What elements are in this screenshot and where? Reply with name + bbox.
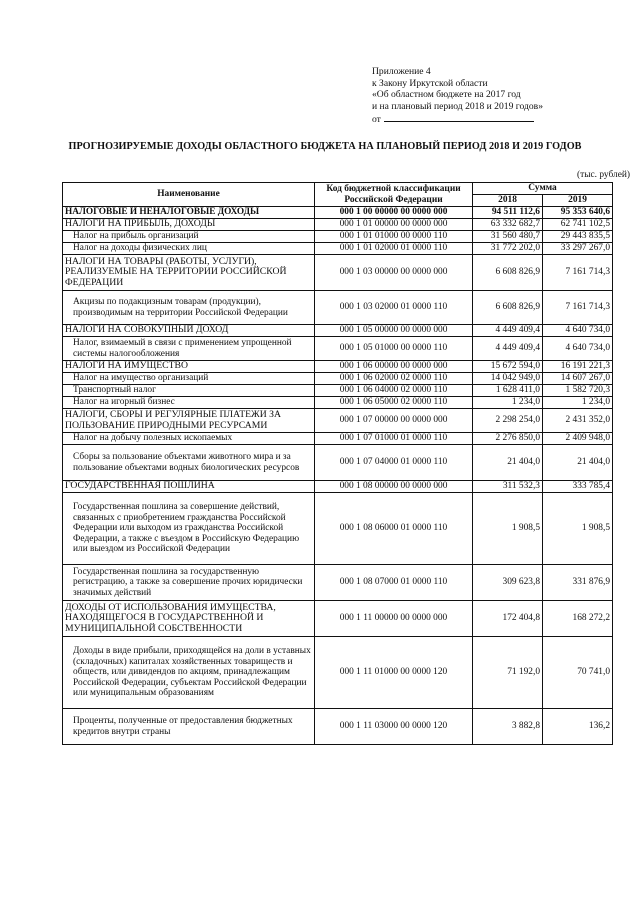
- appendix-block: [372, 66, 632, 126]
- table-row: [63, 397, 613, 409]
- cell-2018: 1 908,5: [473, 493, 543, 565]
- cell-2018: 311 532,3: [473, 481, 543, 493]
- cell-2019: 333 785,4: [543, 481, 613, 493]
- table-row: [63, 481, 613, 493]
- cell-name: НАЛОГИ НА ТОВАРЫ (РАБОТЫ, УСЛУГИ), РЕАЛИЗУЕМЫЕ НА ТЕРРИТОРИИ РОССИЙСКОЙ ФЕДЕРАЦИИ: [63, 255, 315, 291]
- table-row: [63, 637, 613, 709]
- cell-2018: 4 449 409,4: [473, 337, 543, 361]
- revenue-table: [62, 182, 613, 745]
- table-row: [63, 243, 613, 255]
- cell-2019: 136,2: [543, 709, 613, 745]
- cell-name: Налог на имущество организаций: [63, 373, 315, 385]
- cell-2018: 2 276 850,0: [473, 433, 543, 445]
- cell-name: Государственная пошлина за совершение действий, связанных с приобретением гражданства Российской Федерации или выходом из гражданства Российской Федерации, а также с въездом в Российскую Федерацию или выездом из Российской Федерации: [63, 493, 315, 565]
- cell-name: Налог, взимаемый в связи с применением упрощенной системы налогообложения: [63, 337, 315, 361]
- cell-2018: 71 192,0: [473, 637, 543, 709]
- appendix-line-4: и на плановый период 2018 и 2019 годов»: [372, 100, 543, 112]
- header-code: Код бюджетной классификации Российской Федерации: [315, 183, 473, 207]
- cell-2018: 63 332 682,7: [473, 219, 543, 231]
- cell-name: ГОСУДАРСТВЕННАЯ ПОШЛИНА: [63, 481, 315, 493]
- cell-2019: 21 404,0: [543, 445, 613, 481]
- cell-code: 000 1 11 01000 00 0000 120: [315, 637, 473, 709]
- cell-2019: 95 353 640,6: [543, 207, 613, 219]
- cell-2018: 6 608 826,9: [473, 255, 543, 291]
- cell-2019: 2 431 352,0: [543, 409, 613, 433]
- cell-2019: 62 741 102,5: [543, 219, 613, 231]
- cell-code: 000 1 07 04000 01 0000 110: [315, 445, 473, 481]
- cell-name: НАЛОГИ НА СОВОКУПНЫЙ ДОХОД: [63, 325, 315, 337]
- header-sum: Сумма: [473, 183, 613, 195]
- cell-name: НАЛОГИ, СБОРЫ И РЕГУЛЯРНЫЕ ПЛАТЕЖИ ЗА ПОЛЬЗОВАНИЕ ПРИРОДНЫМИ РЕСУРСАМИ: [63, 409, 315, 433]
- cell-2019: 7 161 714,3: [543, 291, 613, 325]
- cell-code: 000 1 06 02000 02 0000 110: [315, 373, 473, 385]
- table-row: [63, 601, 613, 637]
- table-row: [63, 445, 613, 481]
- cell-2018: 31 772 202,0: [473, 243, 543, 255]
- cell-2018: 4 449 409,4: [473, 325, 543, 337]
- cell-code: 000 1 08 07000 01 0000 110: [315, 565, 473, 601]
- cell-code: 000 1 06 05000 02 0000 110: [315, 397, 473, 409]
- table-row: [63, 373, 613, 385]
- cell-2019: 14 607 267,0: [543, 373, 613, 385]
- table-row: [63, 207, 613, 219]
- table-row: [63, 255, 613, 291]
- table-row: [63, 493, 613, 565]
- cell-name: Транспортный налог: [63, 385, 315, 397]
- table-row: [63, 291, 613, 325]
- cell-code: 000 1 00 00000 00 0000 000: [315, 207, 473, 219]
- cell-name: Государственная пошлина за государственную регистрацию, а также за совершение прочих юридически значимых действий: [63, 565, 315, 601]
- cell-code: 000 1 11 03000 00 0000 120: [315, 709, 473, 745]
- cell-2018: 21 404,0: [473, 445, 543, 481]
- cell-2019: 1 582 720,3: [543, 385, 613, 397]
- cell-code: 000 1 01 00000 00 0000 000: [315, 219, 473, 231]
- cell-2018: 6 608 826,9: [473, 291, 543, 325]
- table-row: [63, 325, 613, 337]
- cell-code: 000 1 01 02000 01 0000 110: [315, 243, 473, 255]
- cell-2018: 1 234,0: [473, 397, 543, 409]
- cell-2018: 15 672 594,0: [473, 361, 543, 373]
- appendix-line-2: к Закону Иркутской области: [372, 77, 488, 89]
- cell-2019: 29 443 835,5: [543, 231, 613, 243]
- header-name: Наименование: [63, 183, 315, 207]
- cell-2018: 2 298 254,0: [473, 409, 543, 433]
- table-row: [63, 337, 613, 361]
- cell-name: Налог на добычу полезных ископаемых: [63, 433, 315, 445]
- cell-2018: 94 511 112,6: [473, 207, 543, 219]
- table-row: [63, 231, 613, 243]
- table-body: [63, 207, 613, 745]
- date-blank-line: [384, 112, 534, 122]
- table-row: [63, 361, 613, 373]
- cell-name: Налог на игорный бизнес: [63, 397, 315, 409]
- cell-name: Проценты, полученные от предоставления бюджетных кредитов внутри страны: [63, 709, 315, 745]
- cell-name: Акцизы по подакцизным товарам (продукции), производимым на территории Российской Федерации: [63, 291, 315, 325]
- cell-2019: 168 272,2: [543, 601, 613, 637]
- appendix-date-line: [372, 112, 632, 126]
- cell-name: Налог на доходы физических лиц: [63, 243, 315, 255]
- appendix-line-1: Приложение 4: [372, 66, 431, 77]
- cell-name: ДОХОДЫ ОТ ИСПОЛЬЗОВАНИЯ ИМУЩЕСТВА, НАХОДЯЩЕГОСЯ В ГОСУДАРСТВЕННОЙ И МУНИЦИПАЛЬНОЙ СОБСТВЕННОСТИ: [63, 601, 315, 637]
- appendix-line-5: от: [372, 114, 381, 125]
- unit-label: (тыс. рублей): [576, 170, 630, 180]
- cell-2018: 1 628 411,0: [473, 385, 543, 397]
- cell-name: Налог на прибыль организаций: [63, 231, 315, 243]
- cell-code: 000 1 08 00000 00 0000 000: [315, 481, 473, 493]
- cell-code: 000 1 07 00000 00 0000 000: [315, 409, 473, 433]
- cell-name: НАЛОГОВЫЕ И НЕНАЛОГОВЫЕ ДОХОДЫ: [63, 207, 315, 219]
- table-row: [63, 565, 613, 601]
- cell-2019: 1 234,0: [543, 397, 613, 409]
- cell-2019: 7 161 714,3: [543, 255, 613, 291]
- cell-2019: 4 640 734,0: [543, 325, 613, 337]
- cell-2019: 2 409 948,0: [543, 433, 613, 445]
- cell-2018: 172 404,8: [473, 601, 543, 637]
- cell-name: Сборы за пользование объектами животного мира и за пользование объектами водных биологических ресурсов: [63, 445, 315, 481]
- cell-code: 000 1 06 00000 00 0000 000: [315, 361, 473, 373]
- cell-2019: 33 297 267,0: [543, 243, 613, 255]
- cell-code: 000 1 07 01000 01 0000 110: [315, 433, 473, 445]
- header-year-2019: 2019: [543, 195, 613, 207]
- cell-name: Доходы в виде прибыли, приходящейся на доли в уставных (складочных) капиталах хозяйственных товариществ и обществ, или дивидендов по акциям, принадлежащим Российской Федерации, субъектам Российской Федерации или муниципальным образованиям: [63, 637, 315, 709]
- cell-2019: 70 741,0: [543, 637, 613, 709]
- cell-code: 000 1 03 00000 00 0000 000: [315, 255, 473, 291]
- cell-code: 000 1 06 04000 02 0000 110: [315, 385, 473, 397]
- cell-2019: 331 876,9: [543, 565, 613, 601]
- table-row: [63, 385, 613, 397]
- appendix-line-3: «Об областном бюджете на 2017 год: [372, 89, 521, 100]
- header-year-2018: 2018: [473, 195, 543, 207]
- cell-name: НАЛОГИ НА ИМУЩЕСТВО: [63, 361, 315, 373]
- cell-2018: 309 623,8: [473, 565, 543, 601]
- cell-2018: 3 882,8: [473, 709, 543, 745]
- cell-2018: 14 042 949,0: [473, 373, 543, 385]
- cell-2019: 1 908,5: [543, 493, 613, 565]
- cell-2019: 16 191 221,3: [543, 361, 613, 373]
- cell-2019: 4 640 734,0: [543, 337, 613, 361]
- cell-code: 000 1 08 06000 01 0000 110: [315, 493, 473, 565]
- cell-code: 000 1 11 00000 00 0000 000: [315, 601, 473, 637]
- cell-code: 000 1 05 01000 00 0000 110: [315, 337, 473, 361]
- table-row: [63, 219, 613, 231]
- cell-code: 000 1 03 02000 01 0000 110: [315, 291, 473, 325]
- table-row: [63, 709, 613, 745]
- table-row: [63, 409, 613, 433]
- cell-name: НАЛОГИ НА ПРИБЫЛЬ, ДОХОДЫ: [63, 219, 315, 231]
- cell-code: 000 1 05 00000 00 0000 000: [315, 325, 473, 337]
- document-title: ПРОГНОЗИРУЕМЫЕ ДОХОДЫ ОБЛАСТНОГО БЮДЖЕТА НА ПЛАНОВЫЙ ПЕРИОД 2018 И 2019 ГОДОВ: [68, 141, 582, 152]
- cell-2018: 31 560 480,7: [473, 231, 543, 243]
- table-row: [63, 433, 613, 445]
- cell-code: 000 1 01 01000 00 0000 110: [315, 231, 473, 243]
